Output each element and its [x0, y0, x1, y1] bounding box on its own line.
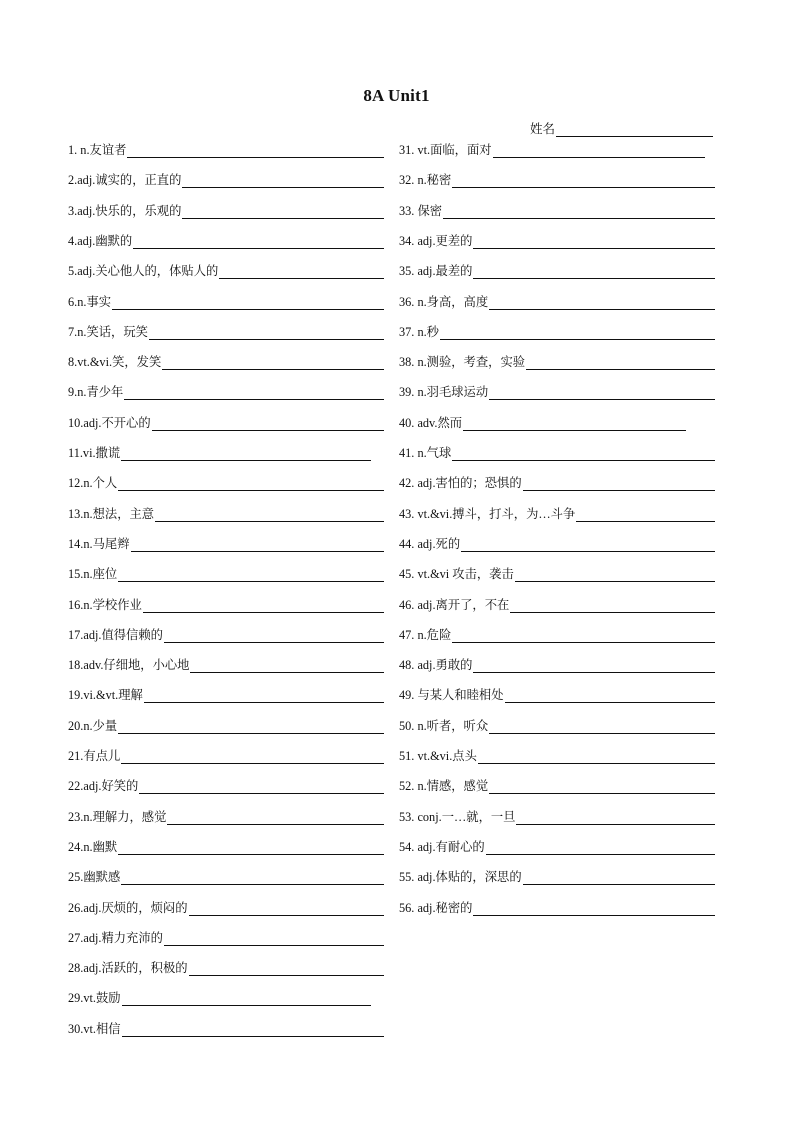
vocab-item — [399, 261, 715, 279]
vocab-item — [399, 655, 715, 673]
answer-blank[interactable] — [473, 901, 715, 916]
answer-blank[interactable] — [463, 416, 686, 431]
vocab-item — [68, 292, 384, 310]
vocab-prompt: 22.adj.好笑的 — [68, 779, 139, 794]
vocab-item — [399, 625, 715, 643]
answer-blank[interactable] — [461, 537, 715, 552]
answer-blank[interactable] — [121, 870, 384, 885]
vocab-item — [68, 1019, 384, 1037]
answer-blank[interactable] — [189, 901, 384, 916]
vocab-prompt: 41. n.气球 — [399, 446, 452, 460]
vocab-item — [68, 261, 384, 279]
vocab-prompt: 17.adj.值得信赖的 — [68, 627, 163, 642]
vocab-prompt: 12.n.个人 — [68, 476, 118, 491]
vocab-prompt: 34. adj.更差的 — [399, 233, 473, 248]
vocab-item — [68, 958, 384, 976]
answer-blank[interactable] — [440, 325, 715, 340]
answer-blank[interactable] — [219, 264, 384, 279]
vocab-item — [399, 201, 715, 219]
vocab-item — [399, 322, 715, 340]
vocab-prompt: 37. n.秒 — [399, 324, 439, 339]
answer-blank[interactable] — [127, 143, 384, 158]
vocab-prompt: 40. adv.然而 — [399, 415, 463, 430]
vocab-prompt: 53. conj.一…就，一旦 — [399, 809, 516, 824]
vocab-prompt: 50. n.听者，听众 — [399, 718, 489, 733]
vocab-prompt: 7.n.笑话，玩笑 — [68, 324, 148, 339]
vocab-item — [68, 564, 384, 582]
vocab-item — [68, 231, 384, 249]
vocab-item — [399, 292, 715, 310]
vocab-prompt: 47. n.危险 — [399, 627, 452, 642]
vocab-item — [68, 746, 384, 764]
vocab-prompt: 26.adj.厌烦的，烦闷的 — [68, 900, 188, 915]
vocab-prompt: 21.有点儿 — [68, 749, 121, 763]
vocab-item — [399, 898, 715, 916]
vocab-item — [399, 140, 705, 158]
vocab-item — [68, 837, 384, 855]
vocab-item — [68, 201, 384, 219]
vocab-prompt: 18.adv.仔细地，小心地 — [68, 658, 190, 673]
vocab-item — [399, 534, 715, 552]
vocab-prompt: 36. n.身高，高度 — [399, 294, 489, 309]
vocab-item — [68, 625, 384, 643]
answer-blank[interactable] — [510, 598, 715, 613]
vocab-item — [399, 382, 715, 400]
answer-blank[interactable] — [486, 840, 715, 855]
vocab-item — [399, 473, 715, 491]
vocab-item — [399, 413, 686, 431]
answer-blank[interactable] — [576, 507, 715, 522]
vocab-item — [399, 716, 715, 734]
vocab-prompt: 32. n.秘密 — [399, 173, 452, 188]
vocab-prompt: 55. adj.体贴的，深思的 — [399, 870, 522, 885]
answer-blank[interactable] — [526, 355, 715, 370]
vocab-item — [399, 564, 715, 582]
vocab-prompt: 38. n.测验，考查，实验 — [399, 355, 526, 370]
vocab-prompt: 28.adj.活跃的，积极的 — [68, 961, 188, 976]
answer-blank[interactable] — [164, 931, 384, 946]
answer-blank[interactable] — [118, 476, 384, 491]
vocab-item — [68, 655, 384, 673]
vocab-item — [68, 867, 384, 885]
vocab-item — [399, 231, 715, 249]
vocab-item — [399, 170, 715, 188]
vocab-prompt: 24.n.幽默 — [68, 839, 118, 854]
answer-blank[interactable] — [131, 537, 385, 552]
vocab-item — [68, 473, 384, 491]
vocab-item — [68, 898, 384, 916]
vocab-prompt: 23.n.理解力，感觉 — [68, 809, 167, 824]
vocab-item — [68, 685, 384, 703]
answer-blank[interactable] — [112, 295, 384, 310]
vocab-prompt: 6.n.事实 — [68, 294, 112, 309]
vocab-item — [399, 352, 715, 370]
vocab-prompt: 30.vt.相信 — [68, 1021, 121, 1036]
answer-blank[interactable] — [164, 628, 384, 643]
vocab-prompt: 42. adj.害怕的；恐惧的 — [399, 476, 522, 491]
vocab-item — [68, 413, 384, 431]
answer-blank[interactable] — [167, 810, 384, 825]
answer-blank[interactable] — [122, 1022, 384, 1037]
vocab-prompt: 45. vt.&vi 攻击，袭击 — [399, 567, 514, 582]
vocab-item — [399, 776, 715, 794]
vocab-item — [399, 807, 715, 825]
vocab-item — [399, 685, 715, 703]
vocab-prompt: 3.adj.快乐的，乐观的 — [68, 203, 182, 218]
vocab-prompt: 10.adj.不开心的 — [68, 415, 151, 430]
answer-blank[interactable] — [182, 204, 384, 219]
answer-blank[interactable] — [124, 385, 384, 400]
answer-blank[interactable] — [489, 385, 715, 400]
vocab-item — [399, 867, 715, 885]
answer-blank[interactable] — [118, 840, 384, 855]
vocab-prompt: 56. adj.秘密的 — [399, 900, 473, 915]
vocab-prompt: 13.n.想法，主意 — [68, 506, 155, 521]
vocab-prompt: 25.幽默感 — [68, 870, 121, 885]
vocab-item — [68, 170, 384, 188]
vocab-prompt: 11.vi.撒谎 — [68, 446, 121, 460]
vocab-item — [399, 504, 715, 522]
answer-blank[interactable] — [190, 658, 384, 673]
answer-blank[interactable] — [493, 143, 705, 158]
answer-blank[interactable] — [155, 507, 384, 522]
answer-blank[interactable] — [523, 476, 715, 491]
vocab-prompt: 20.n.少量 — [68, 718, 118, 733]
answer-blank[interactable] — [189, 961, 384, 976]
answer-blank[interactable] — [144, 688, 384, 703]
vocab-item — [68, 504, 384, 522]
answer-blank[interactable] — [473, 264, 715, 279]
vocab-prompt: 14.n.马尾辫 — [68, 536, 130, 551]
vocab-prompt: 4.adj.幽默的 — [68, 233, 133, 248]
vocab-prompt: 54. adj.有耐心的 — [399, 839, 485, 854]
vocab-item — [399, 443, 715, 461]
vocab-item — [68, 716, 384, 734]
vocab-prompt: 8.vt.&vi.笑，发笑 — [68, 355, 162, 370]
vocab-prompt: 49. 与某人和睦相处 — [399, 688, 504, 703]
vocab-prompt: 51. vt.&vi.点头 — [399, 749, 477, 763]
vocab-prompt: 9.n.青少年 — [68, 385, 124, 400]
answer-blank[interactable] — [489, 295, 715, 310]
vocab-item — [68, 595, 384, 613]
vocab-item — [399, 746, 715, 764]
answer-blank[interactable] — [516, 810, 715, 825]
vocab-item — [399, 595, 715, 613]
name-blank[interactable] — [556, 122, 713, 137]
page-title: 8A Unit1 — [363, 86, 430, 105]
answer-blank[interactable] — [121, 446, 371, 461]
name-label: 姓名 — [530, 121, 556, 136]
answer-blank[interactable] — [473, 658, 715, 673]
answer-blank[interactable] — [515, 567, 715, 582]
vocab-item — [68, 776, 384, 794]
answer-blank[interactable] — [122, 991, 371, 1006]
answer-blank[interactable] — [452, 173, 715, 188]
answer-blank[interactable] — [152, 416, 384, 431]
answer-blank[interactable] — [443, 204, 715, 219]
vocab-prompt: 35. adj.最差的 — [399, 264, 473, 279]
answer-blank[interactable] — [523, 870, 715, 885]
vocab-prompt: 2.adj.诚实的，正直的 — [68, 173, 182, 188]
answer-blank[interactable] — [133, 234, 384, 249]
name-field — [530, 119, 713, 137]
vocab-item — [68, 382, 384, 400]
answer-blank[interactable] — [489, 779, 715, 794]
answer-blank[interactable] — [489, 719, 715, 734]
vocab-prompt: 44. adj.死的 — [399, 536, 461, 551]
vocab-item — [68, 807, 384, 825]
vocab-prompt: 33. 保密 — [399, 203, 443, 218]
vocab-prompt: 5.adj.关心他人的，体贴人的 — [68, 264, 219, 279]
vocab-item — [68, 534, 384, 552]
vocab-prompt: 31. vt.面临，面对 — [399, 143, 492, 157]
vocab-prompt: 19.vi.&vt.理解 — [68, 688, 143, 703]
answer-blank[interactable] — [452, 446, 715, 461]
vocab-prompt: 46. adj.离开了，不在 — [399, 597, 510, 612]
vocab-prompt: 1. n.友谊者 — [68, 143, 127, 157]
vocab-prompt: 39. n.羽毛球运动 — [399, 385, 489, 400]
answer-blank[interactable] — [143, 598, 384, 613]
vocab-prompt: 15.n.座位 — [68, 567, 118, 582]
vocab-item — [68, 140, 384, 158]
vocab-prompt: 48. adj.勇敢的 — [399, 658, 473, 673]
answer-blank[interactable] — [182, 173, 384, 188]
answer-blank[interactable] — [118, 719, 384, 734]
answer-blank[interactable] — [478, 749, 715, 764]
vocab-prompt: 16.n.学校作业 — [68, 597, 142, 612]
vocab-item — [68, 322, 384, 340]
vocab-prompt: 29.vt.鼓励 — [68, 991, 121, 1006]
answer-blank[interactable] — [149, 325, 384, 340]
answer-blank[interactable] — [505, 688, 715, 703]
vocab-item — [68, 443, 371, 461]
answer-blank[interactable] — [473, 234, 715, 249]
vocab-item — [68, 988, 371, 1006]
vocab-prompt: 52. n.情感，感觉 — [399, 779, 489, 794]
answer-blank[interactable] — [139, 779, 384, 794]
vocab-item — [68, 928, 384, 946]
answer-blank[interactable] — [118, 567, 384, 582]
answer-blank[interactable] — [121, 749, 384, 764]
answer-blank[interactable] — [162, 355, 384, 370]
vocab-prompt: 27.adj.精力充沛的 — [68, 930, 163, 945]
vocab-prompt: 43. vt.&vi.搏斗，打斗，为…斗争 — [399, 506, 576, 521]
answer-blank[interactable] — [452, 628, 715, 643]
vocab-item — [399, 837, 715, 855]
vocab-item — [68, 352, 384, 370]
